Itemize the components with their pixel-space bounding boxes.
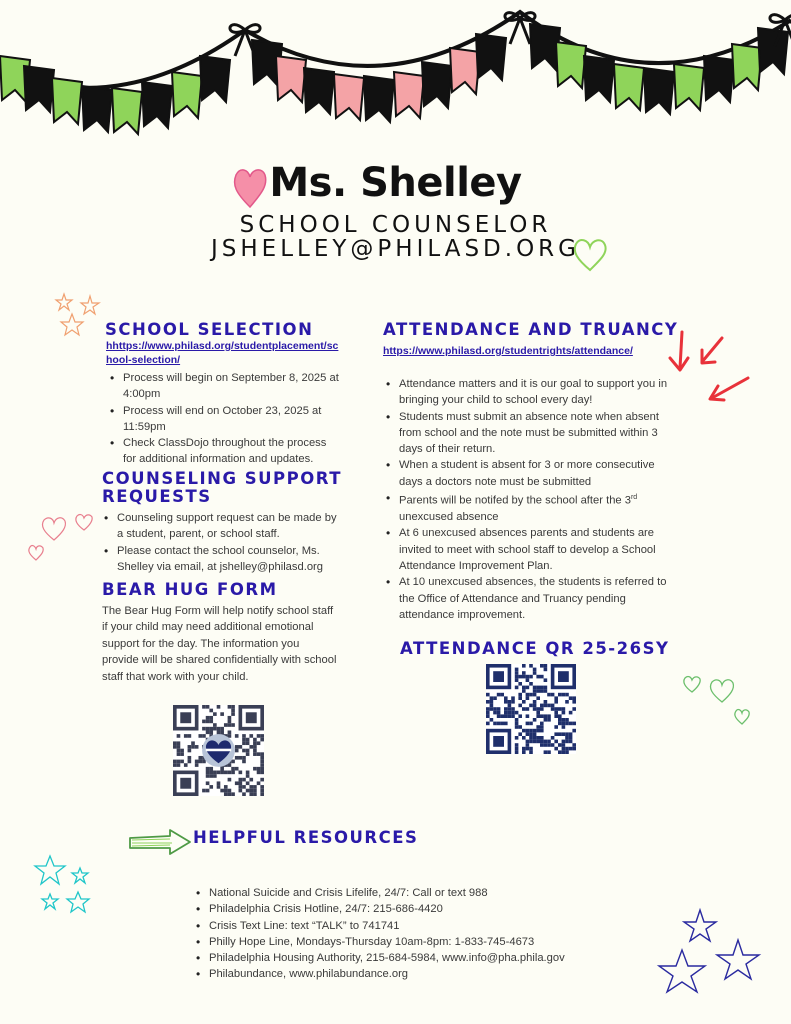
list-item: • Please contact the school counselor, Ms. Shelley via email, at jshelley@philasd.org — [102, 543, 340, 576]
bunting-flag — [732, 44, 762, 90]
bear-hug-text: The Bear Hug Form will help notify school staff if your child may need additional emotional support for the day. The information you provide will be shared confidentially with school staff that work with your child. — [102, 605, 337, 683]
pink-hearts-icon — [24, 510, 98, 564]
attendance-list — [384, 376, 680, 623]
navy-stars-icon — [652, 906, 766, 1006]
bunting-flags — [0, 12, 791, 134]
bunting-flag — [556, 42, 586, 88]
counselor-email[interactable]: JSHELLEY@PHILASD.ORG — [211, 236, 580, 262]
counseling-heading-line1: COUNSELING SUPPORT — [102, 469, 342, 488]
bear-hug-qr-code[interactable] — [173, 705, 264, 796]
list-item: • At 6 unexcused absences parents and students are invited to meet with school staff to develop a School Attendance Improvement Plan. — [384, 525, 680, 574]
list-item: • Philabundance, www.philabundance.org — [194, 966, 614, 982]
green-heart-icon — [570, 234, 610, 274]
bunting-flag — [674, 64, 704, 110]
bunting-flag — [758, 28, 788, 74]
school-selection-heading: SCHOOL SELECTION — [105, 320, 314, 339]
bunting-flag — [394, 72, 424, 118]
bunting-flag — [644, 68, 674, 114]
list-item: • Crisis Text Line: text “TALK” to 741741 — [194, 918, 614, 934]
school-selection-link-line1[interactable]: hhttps://www.philasd.org/studentplacement/sc — [106, 340, 339, 352]
attendance-link[interactable]: https://www.philasd.org/studentrights/attendance/ — [383, 345, 633, 357]
counselor-role: SCHOOL COUNSELOR — [239, 212, 552, 238]
counseling-list — [102, 510, 340, 575]
list-item: • Process will end on October 23, 2025 at 11:59pm — [108, 403, 340, 436]
bunting-flag — [172, 72, 202, 118]
list-item: • Counseling support request can be made by a student, parent, or school staff. — [102, 510, 340, 543]
list-item: • At 10 unexcused absences, the students is referred to the Office of Attendance and Truancy pending attendance improvement. — [384, 574, 680, 623]
green-arrow-icon — [126, 826, 194, 858]
attendance-item4-tail: unexcused absence — [399, 511, 499, 524]
page-title: Ms. Shelley — [269, 160, 522, 206]
attendance-qr-code[interactable] — [486, 664, 576, 754]
list-item: • Philly Hope Line, Mondays-Thursday 10am-8pm: 1-833-745-4673 — [194, 934, 614, 950]
bunting-flag — [52, 78, 82, 124]
list-item: • Philadelphia Housing Authority, 215-684-5984, www.info@pha.phila.gov — [194, 950, 614, 966]
list-item: • Students must submit an absence note when absent from school and the note must be submitted within 3 days of their return. — [384, 409, 680, 458]
bunting-flag — [422, 62, 452, 108]
cyan-stars-icon — [30, 852, 94, 916]
attendance-heading: ATTENDANCE AND TRUANCY — [383, 320, 679, 339]
list-item: • National Suicide and Crisis Lifelife, 24/7: Call or text 988 — [194, 885, 614, 901]
bunting-flag — [334, 74, 364, 120]
bunting-flag — [364, 76, 394, 122]
bunting-flag — [450, 48, 480, 94]
attendance-item4-sup: rd — [630, 494, 638, 502]
bunting-flag — [276, 56, 306, 102]
school-selection-link-line2[interactable]: hool-selection/ — [106, 354, 181, 366]
bear-hug-heading: BEAR HUG FORM — [102, 580, 278, 599]
bunting-flag — [304, 68, 334, 114]
attendance-item4-text: Parents will be notifed by the school after the 3 — [399, 494, 631, 507]
bunting-flag — [24, 66, 54, 112]
counseling-heading-line2: REQUESTS — [102, 487, 212, 506]
counseling-heading — [102, 470, 342, 506]
school-selection-link[interactable] — [106, 339, 356, 367]
bunting-flag — [200, 56, 230, 102]
attendance-qr-heading: ATTENDANCE QR 25-26SY — [400, 639, 670, 658]
orange-stars-icon — [52, 290, 108, 346]
bunting-banner — [0, 0, 791, 160]
bunting-flag — [704, 56, 734, 102]
list-item: • Process will begin on September 8, 2025 at 4:00pm — [108, 370, 340, 403]
list-item: • When a student is absent for 3 or more consecutive days a doctors note must be submitted — [384, 457, 680, 490]
bunting-flag — [476, 34, 506, 80]
bunting-flag — [112, 88, 142, 134]
list-item — [384, 490, 680, 525]
green-hearts-icon — [680, 672, 758, 728]
resources-list — [194, 885, 614, 983]
school-selection-list — [108, 370, 340, 468]
bunting-flag — [82, 86, 112, 132]
list-item: • Attendance matters and it is our goal to support you in bringing your child to school every day! — [384, 376, 680, 409]
resources-heading: HELPFUL RESOURCES — [193, 828, 419, 847]
bunting-flag — [584, 56, 614, 102]
list-item: • Philadelphia Crisis Hotline, 24/7: 215-686-4420 — [194, 901, 614, 917]
bunting-flag — [614, 64, 644, 110]
bunting-flag — [142, 82, 172, 128]
list-item: • Check ClassDojo throughout the process for additional information and updates. — [108, 435, 340, 468]
